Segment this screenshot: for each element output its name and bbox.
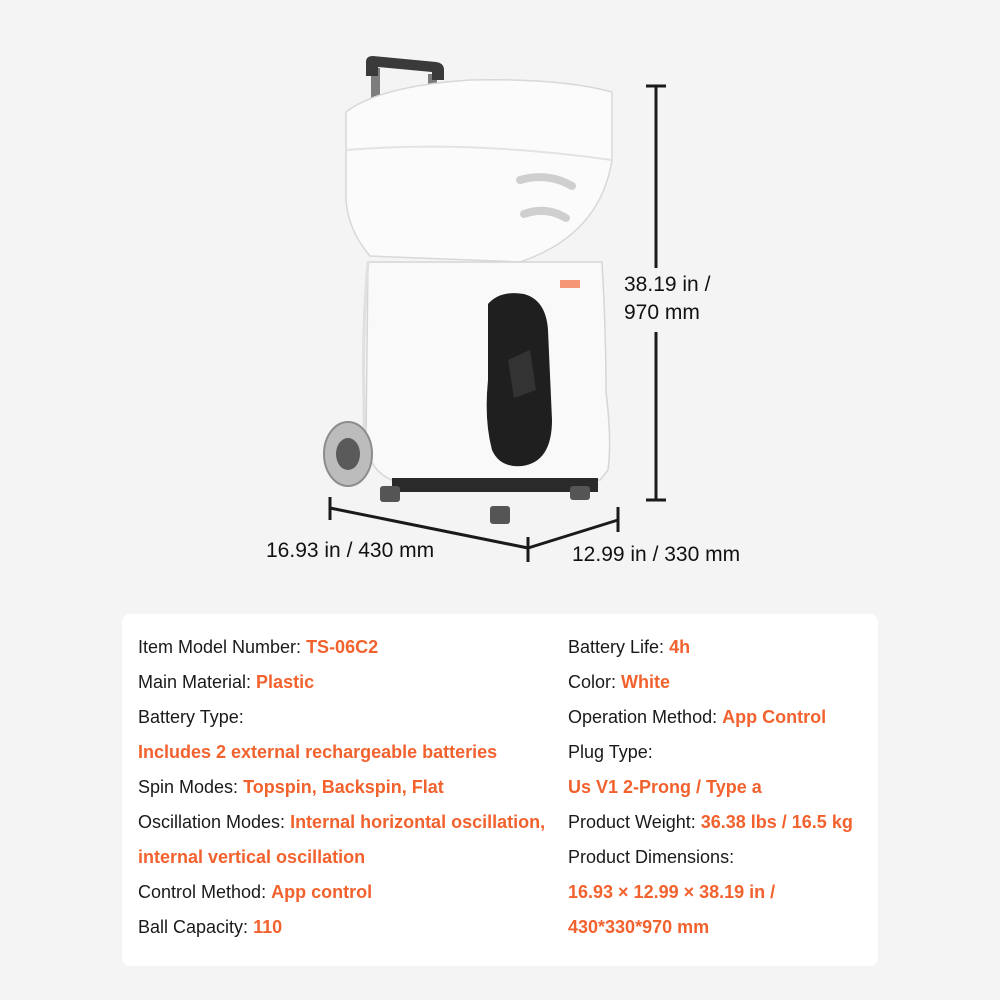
spec-column-left bbox=[138, 630, 545, 945]
spec-model-label: Item Model Number: bbox=[138, 637, 307, 657]
spec-weight-label: Product Weight: bbox=[568, 812, 701, 832]
spec-plug-label: Plug Type: bbox=[568, 742, 653, 762]
spec-control-label: Control Method: bbox=[138, 882, 272, 902]
spec-battery-life bbox=[568, 630, 853, 665]
wheel bbox=[324, 422, 372, 486]
spec-operation bbox=[568, 700, 853, 735]
spec-oscillation bbox=[138, 805, 545, 840]
depth-label: 12.99 in / 330 mm bbox=[572, 543, 741, 566]
spec-capacity-value: 110 bbox=[253, 917, 283, 937]
spec-dimensions-value-cont: 430*330*970 mm bbox=[568, 917, 710, 937]
spec-control-value: App control bbox=[271, 882, 373, 902]
spec-plug-value: Us V1 2-Prong / Type a bbox=[568, 777, 762, 797]
spec-card bbox=[122, 614, 878, 966]
spec-spin bbox=[138, 770, 545, 805]
width-label: 16.93 in / 430 mm bbox=[266, 539, 435, 562]
spec-battery-type-label: Battery Type: bbox=[138, 707, 244, 727]
spec-weight bbox=[568, 805, 853, 840]
spec-control bbox=[138, 875, 545, 910]
spec-spin-value: Topspin, Backspin, Flat bbox=[243, 777, 444, 797]
spec-oscillation-value-cont: internal vertical oscillation bbox=[138, 847, 366, 867]
spec-battery-life-value: 4h bbox=[669, 637, 691, 657]
spec-capacity-label: Ball Capacity: bbox=[138, 917, 254, 937]
ball-hopper bbox=[346, 80, 612, 262]
spec-color bbox=[568, 665, 853, 700]
spec-operation-label: Operation Method: bbox=[568, 707, 723, 727]
height-label: 38.19 in / bbox=[624, 273, 711, 296]
spec-spin-label: Spin Modes: bbox=[138, 777, 244, 797]
spec-battery-life-label: Battery Life: bbox=[568, 637, 670, 657]
spec-material-label: Main Material: bbox=[138, 672, 257, 692]
spec-model bbox=[138, 630, 545, 665]
spec-oscillation-value: Internal horizontal oscillation, bbox=[290, 812, 546, 832]
spec-material bbox=[138, 665, 545, 700]
spec-column-right bbox=[568, 630, 853, 945]
spec-dimensions-label: Product Dimensions: bbox=[568, 847, 735, 867]
spec-capacity bbox=[138, 910, 545, 945]
spec-model-value: TS-06C2 bbox=[306, 637, 379, 657]
machine-body bbox=[366, 262, 610, 480]
spec-battery-type-value: Includes 2 external rechargeable batteries bbox=[138, 742, 498, 762]
spec-operation-value: App Control bbox=[722, 707, 827, 727]
spec-weight-value: 36.38 lbs / 16.5 kg bbox=[700, 812, 853, 832]
spec-material-value: Plastic bbox=[256, 672, 315, 692]
spec-color-value: White bbox=[621, 672, 671, 692]
spec-oscillation-label: Oscillation Modes: bbox=[138, 812, 291, 832]
spec-color-label: Color: bbox=[568, 672, 622, 692]
height-mm-label: 970 mm bbox=[624, 301, 700, 324]
spec-dimensions-value: 16.93 × 12.99 × 38.19 in / bbox=[568, 882, 776, 902]
